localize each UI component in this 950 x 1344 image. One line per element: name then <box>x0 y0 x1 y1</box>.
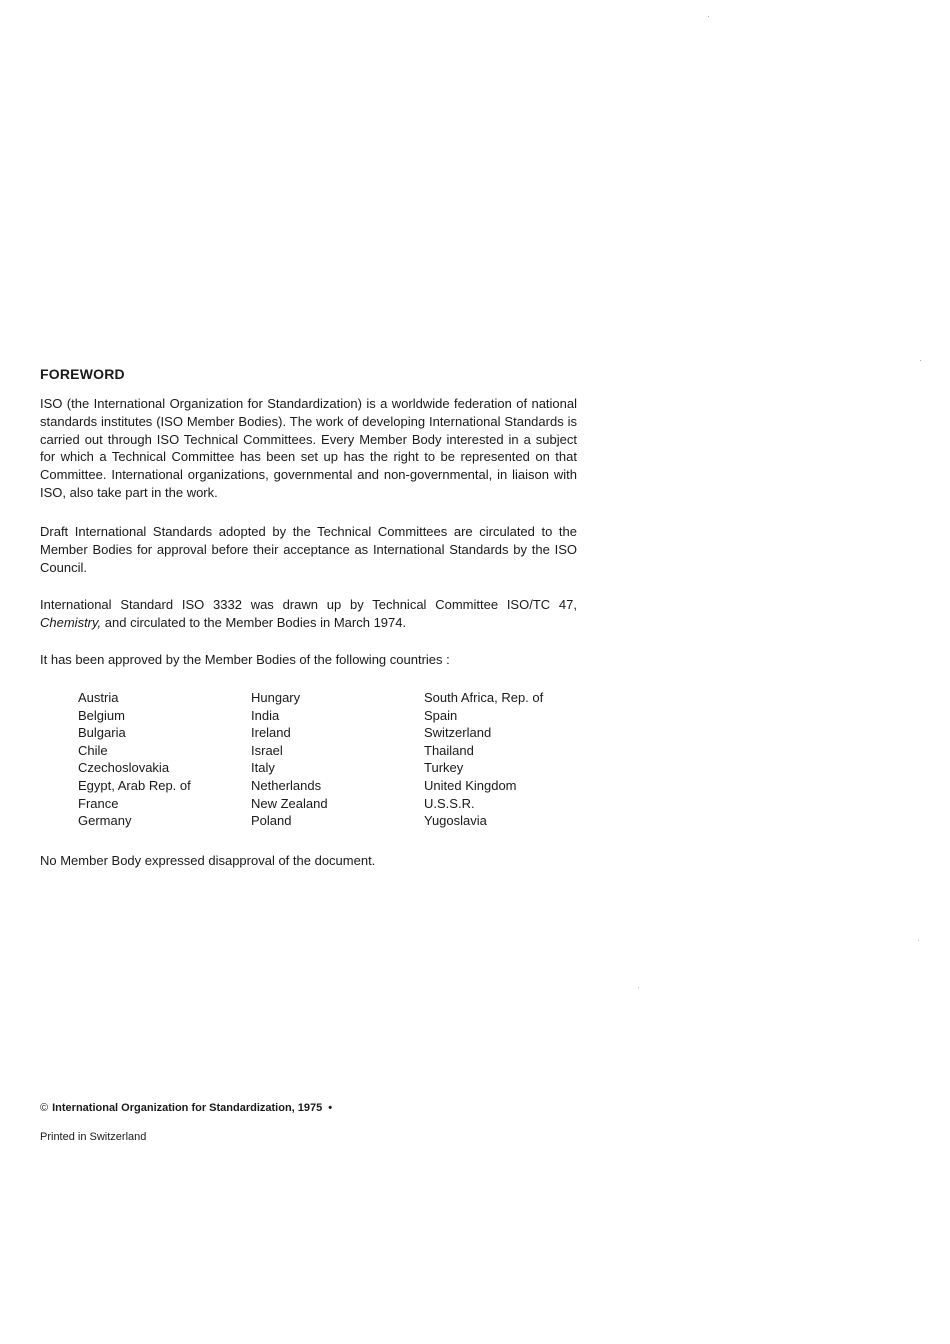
country-item: Bulgaria <box>78 725 126 741</box>
copyright-symbol: © <box>40 1102 49 1114</box>
scan-speck <box>918 940 919 941</box>
country-item: Chile <box>78 742 108 758</box>
country-item: New Zealand <box>251 795 328 811</box>
country-list-column-2 <box>251 689 328 830</box>
country-item: Thailand <box>424 742 474 758</box>
country-item: Belgium <box>78 707 125 723</box>
country-item: Poland <box>251 813 292 829</box>
printed-in-note: Printed in Switzerland <box>40 1131 147 1143</box>
country-item: Austria <box>78 690 119 705</box>
country-item: Netherlands <box>251 777 322 793</box>
country-item: Ireland <box>251 725 291 741</box>
foreword-paragraph-no-disapproval: No Member Body expressed disapproval of the document. <box>40 853 376 868</box>
scan-speck <box>708 16 709 17</box>
standard-origin-prefix: International Standard ISO 3332 was drawn up by Technical Committee ISO/TC 47, <box>40 597 577 612</box>
country-item: Spain <box>424 707 458 723</box>
foreword-paragraph-standard-origin <box>40 596 577 632</box>
foreword-paragraph-draft-standards: Draft International Standards adopted by the Technical Committees are circulated to the Member Bodies for approval before their acceptance as International Standards by the ISO Council. <box>40 524 577 575</box>
country-item: Switzerland <box>424 725 492 741</box>
country-item: India <box>251 707 280 723</box>
country-item: Hungary <box>251 690 301 705</box>
country-item: Israel <box>251 742 283 758</box>
country-item: Egypt, Arab Rep. of <box>78 777 191 793</box>
copyright-notice <box>40 1102 332 1114</box>
bullet-mark: • <box>328 1102 333 1114</box>
country-list-column-3 <box>424 689 543 830</box>
country-item: Czechoslovakia <box>78 760 170 776</box>
standard-origin-suffix: and circulated to the Member Bodies in March 1974. <box>101 614 407 630</box>
country-item: Germany <box>78 813 132 829</box>
copyright-text: International Organization for Standardization, 1975 <box>52 1102 323 1114</box>
country-item: United Kingdom <box>424 777 517 793</box>
country-item: Turkey <box>424 760 464 776</box>
country-list-column-1 <box>78 689 191 830</box>
scan-speck <box>638 987 639 988</box>
country-item: U.S.S.R. <box>424 795 475 811</box>
country-item: South Africa, Rep. of <box>424 690 544 705</box>
foreword-heading: FOREWORD <box>40 366 125 382</box>
committee-name: Chemistry, <box>40 614 102 630</box>
scan-speck <box>920 360 921 361</box>
country-item: Italy <box>251 760 275 776</box>
foreword-paragraph-iso-description: ISO (the International Organization for Standardization) is a worldwide federation of national standards institutes (ISO Member Bodies). The work of developing International Standards is carried out through ISO Technical Committees. Every Member Body interested in a subject for which a Technical Committee has been set up has the right to be represented on that Committee. International organizations, governmental and non-governmental, in liaison with ISO, also take part in the work. <box>40 396 577 500</box>
country-item: Yugoslavia <box>424 813 487 829</box>
foreword-paragraph-approval-intro: It has been approved by the Member Bodies of the following countries : <box>40 652 450 667</box>
country-item: France <box>78 795 119 811</box>
